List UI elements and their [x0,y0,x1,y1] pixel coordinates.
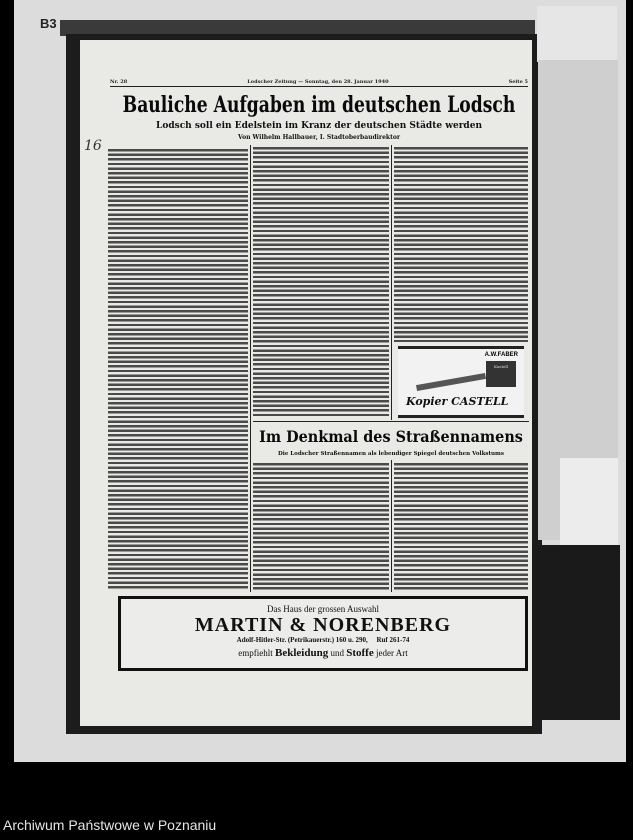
ad-offer-line [121,646,525,660]
scan-shadow [530,545,620,720]
column-divider [250,145,251,592]
ad-offer-text: jeder Art [375,647,408,658]
article2-column-2 [394,462,528,590]
ad-logo-box: Kastell [486,361,516,387]
faber-castell-ad [398,346,524,418]
article-column-2 [253,146,389,418]
handwritten-note: 16 [84,138,102,154]
ad-company-name: MARTIN & NORENBERG [194,614,452,636]
archive-card [537,6,617,62]
ad-address-line [121,636,525,646]
ad-tagline: Das Haus der grossen Auswahl [267,604,379,614]
ad-item-clothing: Bekleidung [275,646,329,659]
section-divider [253,421,529,422]
ad-offer-text: und [330,647,344,658]
martin-norenberg-ad [118,596,528,671]
column-divider [391,460,392,592]
article2-subtitle: Die Lodscher Straßennamen als lebendiger Spiegel deutschen Volkstums [278,451,504,457]
article-title: Bauliche Aufgaben im deutschen Lodsch [122,92,516,118]
article-byline: Von Wilhelm Hallbauer, I. Stadtoberbaudirektor [237,134,401,141]
article-subtitle: Lodsch soll ein Edelstein im Kranz der deutschen Städte werden [156,121,482,131]
article-column-1 [108,148,248,590]
article2-column-1 [253,462,389,590]
page-number: Seite 5 [508,79,528,85]
ad-address: Adolf-Hitler-Str. (Petrikauerstr.) 160 u. 290, [236,636,368,644]
archive-footer: Archiwum Państwowe w Poznaniu [3,817,217,833]
pencil-illustration [416,373,486,391]
ad-offer-text: empfiehlt [238,647,273,658]
article2-title: Im Denkmal des Straßennamens [259,427,523,446]
archive-label: B3 [40,16,57,31]
ad-script: Kopier CASTELL [406,395,509,408]
ad-brand: A.W.FABER [484,352,518,358]
issue-number: Nr. 28 [110,79,128,85]
article-column-3 [394,146,528,342]
ad-phone: Ruf 261-74 [376,636,410,644]
archive-note-card [560,458,618,548]
newspaper-header [110,79,528,87]
column-divider [391,145,392,420]
masthead: Lodscher Zeitung — Sonntag, den 28. Januar 1940 [247,79,389,85]
ad-item-fabrics: Stoffe [346,646,374,659]
